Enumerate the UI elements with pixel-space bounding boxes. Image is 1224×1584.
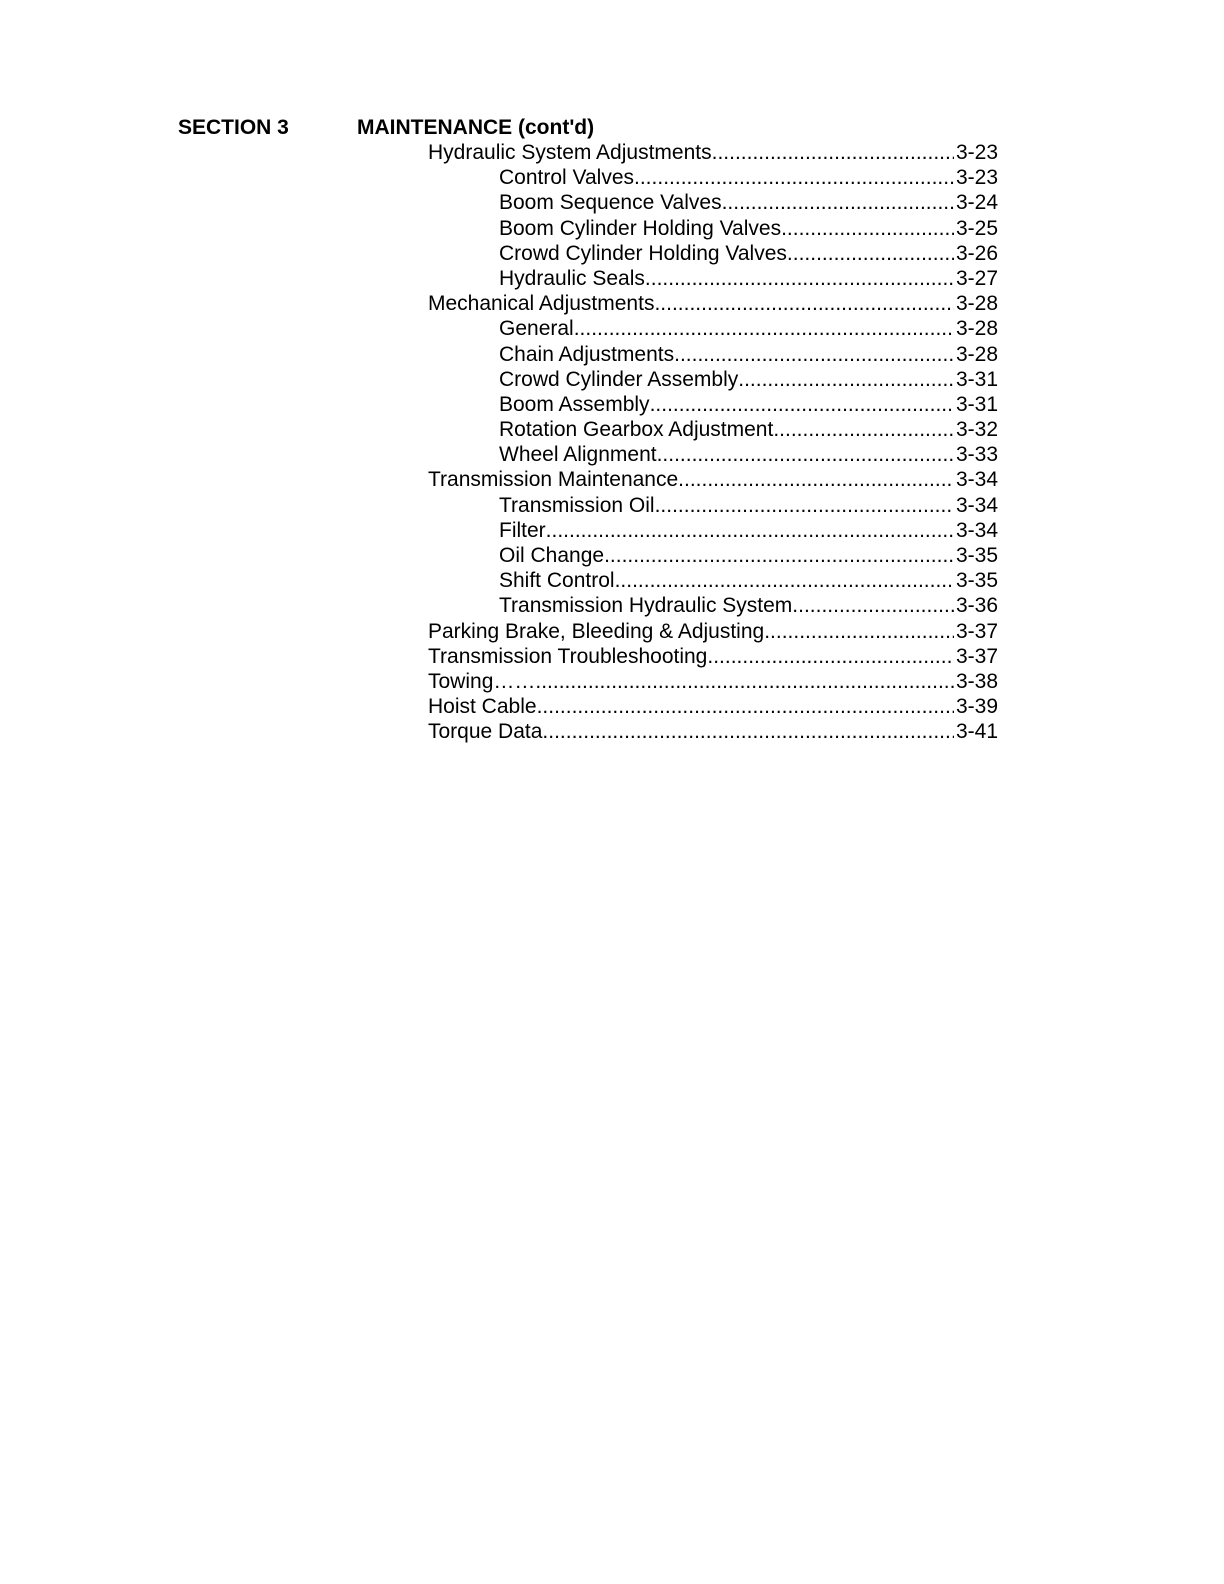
toc-entry-title: Mechanical Adjustments (428, 292, 655, 316)
dot-leader (604, 543, 954, 568)
section-title: MAINTENANCE (cont'd) (357, 116, 595, 139)
dot-leader (773, 417, 954, 442)
toc-entry-page-number: 3-26 (955, 241, 998, 265)
dot-leader (657, 442, 954, 467)
dot-leader (634, 165, 954, 190)
toc-entry-page-number: 3-34 (955, 493, 998, 517)
toc-entry-page-number: 3-23 (955, 166, 998, 190)
toc-entry-page-number: 3-37 (955, 644, 998, 668)
toc-entry (428, 266, 998, 291)
toc-entry-title: Chain Adjustments (499, 342, 675, 366)
toc-entry-title: Boom Assembly (499, 392, 650, 416)
dot-leader (645, 266, 954, 291)
toc-entry (428, 719, 998, 744)
toc-entry-title: Boom Cylinder Holding Valves (499, 216, 782, 240)
toc-entry (428, 568, 998, 593)
toc-entry-title: Boom Sequence Valves (499, 191, 722, 215)
toc-entry-title: Hydraulic Seals (499, 266, 645, 290)
toc-entry (428, 619, 998, 644)
dot-leader (654, 291, 954, 316)
toc-entry-title: Towing…… (428, 669, 536, 693)
dot-leader (535, 669, 954, 694)
dot-leader (787, 241, 954, 266)
dot-leader (615, 568, 954, 593)
toc-entry-page-number: 3-25 (955, 216, 998, 240)
toc-entry-title: Transmission Troubleshooting (428, 644, 708, 668)
toc-entry-title: Crowd Cylinder Assembly (499, 367, 739, 391)
toc-entry-title: Transmission Oil (499, 493, 655, 517)
dot-leader (792, 593, 954, 618)
dot-leader (537, 694, 954, 719)
toc-entry (428, 593, 998, 618)
toc-entry-title: Transmission Maintenance (428, 468, 679, 492)
toc-entry-page-number: 3-32 (955, 418, 998, 442)
section-label: SECTION 3 (178, 116, 289, 139)
dot-leader (574, 316, 954, 341)
toc-entry-page-number: 3-28 (955, 342, 998, 366)
toc-entry (428, 291, 998, 316)
toc-entry (428, 694, 998, 719)
toc-entry (428, 165, 998, 190)
toc-entry (428, 493, 998, 518)
toc-entry (428, 216, 998, 241)
toc-entry (428, 190, 998, 215)
toc-entry-title: Oil Change (499, 544, 605, 567)
dot-leader (678, 467, 954, 492)
toc-entry-title: Parking Brake, Bleeding & Adjusting (428, 619, 765, 643)
dot-leader (781, 216, 954, 241)
toc-entry (428, 644, 998, 669)
toc-entry-page-number: 3-31 (955, 367, 998, 391)
dot-leader (707, 644, 954, 669)
toc-entry-page-number: 3-28 (955, 317, 998, 341)
dot-leader (546, 518, 954, 543)
toc-entry (428, 241, 998, 266)
toc-entry (428, 140, 998, 165)
toc-entry-page-number: 3-34 (955, 468, 998, 492)
dot-leader (542, 719, 954, 744)
dot-leader (655, 493, 954, 518)
toc-entry (428, 417, 998, 442)
toc-entry-title: Crowd Cylinder Holding Valves (499, 241, 787, 265)
toc-entry-page-number: 3-31 (955, 392, 998, 416)
dot-leader (764, 619, 954, 644)
toc-entry (428, 442, 998, 467)
toc-entry-page-number: 3-28 (955, 292, 998, 316)
dot-leader (722, 190, 954, 215)
toc-entry (428, 316, 998, 341)
toc-entry-page-number: 3-37 (955, 619, 998, 643)
dot-leader (674, 342, 954, 367)
toc-entry-title: Filter (499, 518, 546, 542)
toc-entry-page-number: 3-38 (955, 669, 998, 693)
toc-entry-title: General (499, 317, 574, 341)
toc-entry (428, 467, 998, 492)
toc-entry-page-number: 3-35 (955, 544, 998, 567)
toc-entry (428, 367, 998, 392)
toc-entry-page-number: 3-24 (955, 191, 998, 215)
toc-entry-page-number: 3-39 (955, 695, 998, 719)
toc-entry (428, 392, 998, 417)
toc-entry-title: Rotation Gearbox Adjustment (499, 418, 774, 442)
toc-entry-page-number: 3-27 (955, 266, 998, 290)
toc-entry (428, 342, 998, 367)
dot-leader (650, 392, 954, 417)
toc-entry-title: Hydraulic System Adjustments (428, 141, 712, 164)
toc-entry-page-number: 3-34 (955, 518, 998, 542)
toc-entry (428, 543, 998, 568)
dot-leader (738, 367, 954, 392)
toc-entry-title: Hoist Cable (428, 695, 537, 719)
toc-entry-title: Control Valves (499, 166, 635, 190)
toc-entry-title: Transmission Hydraulic System (499, 594, 793, 618)
toc-entry-page-number: 3-36 (955, 594, 998, 618)
toc-entry-page-number: 3-35 (955, 569, 998, 593)
toc-entry-page-number: 3-23 (955, 141, 998, 164)
toc-entry (428, 518, 998, 543)
toc-entry-title: Shift Control (499, 569, 615, 593)
toc-entry (428, 669, 998, 694)
toc-entry-page-number: 3-33 (955, 443, 998, 467)
toc-entry-title: Torque Data (428, 720, 543, 744)
toc-entry-title: Wheel Alignment (499, 443, 657, 467)
dot-leader (712, 140, 954, 165)
table-of-contents (428, 140, 998, 745)
toc-entry-page-number: 3-41 (955, 720, 998, 744)
